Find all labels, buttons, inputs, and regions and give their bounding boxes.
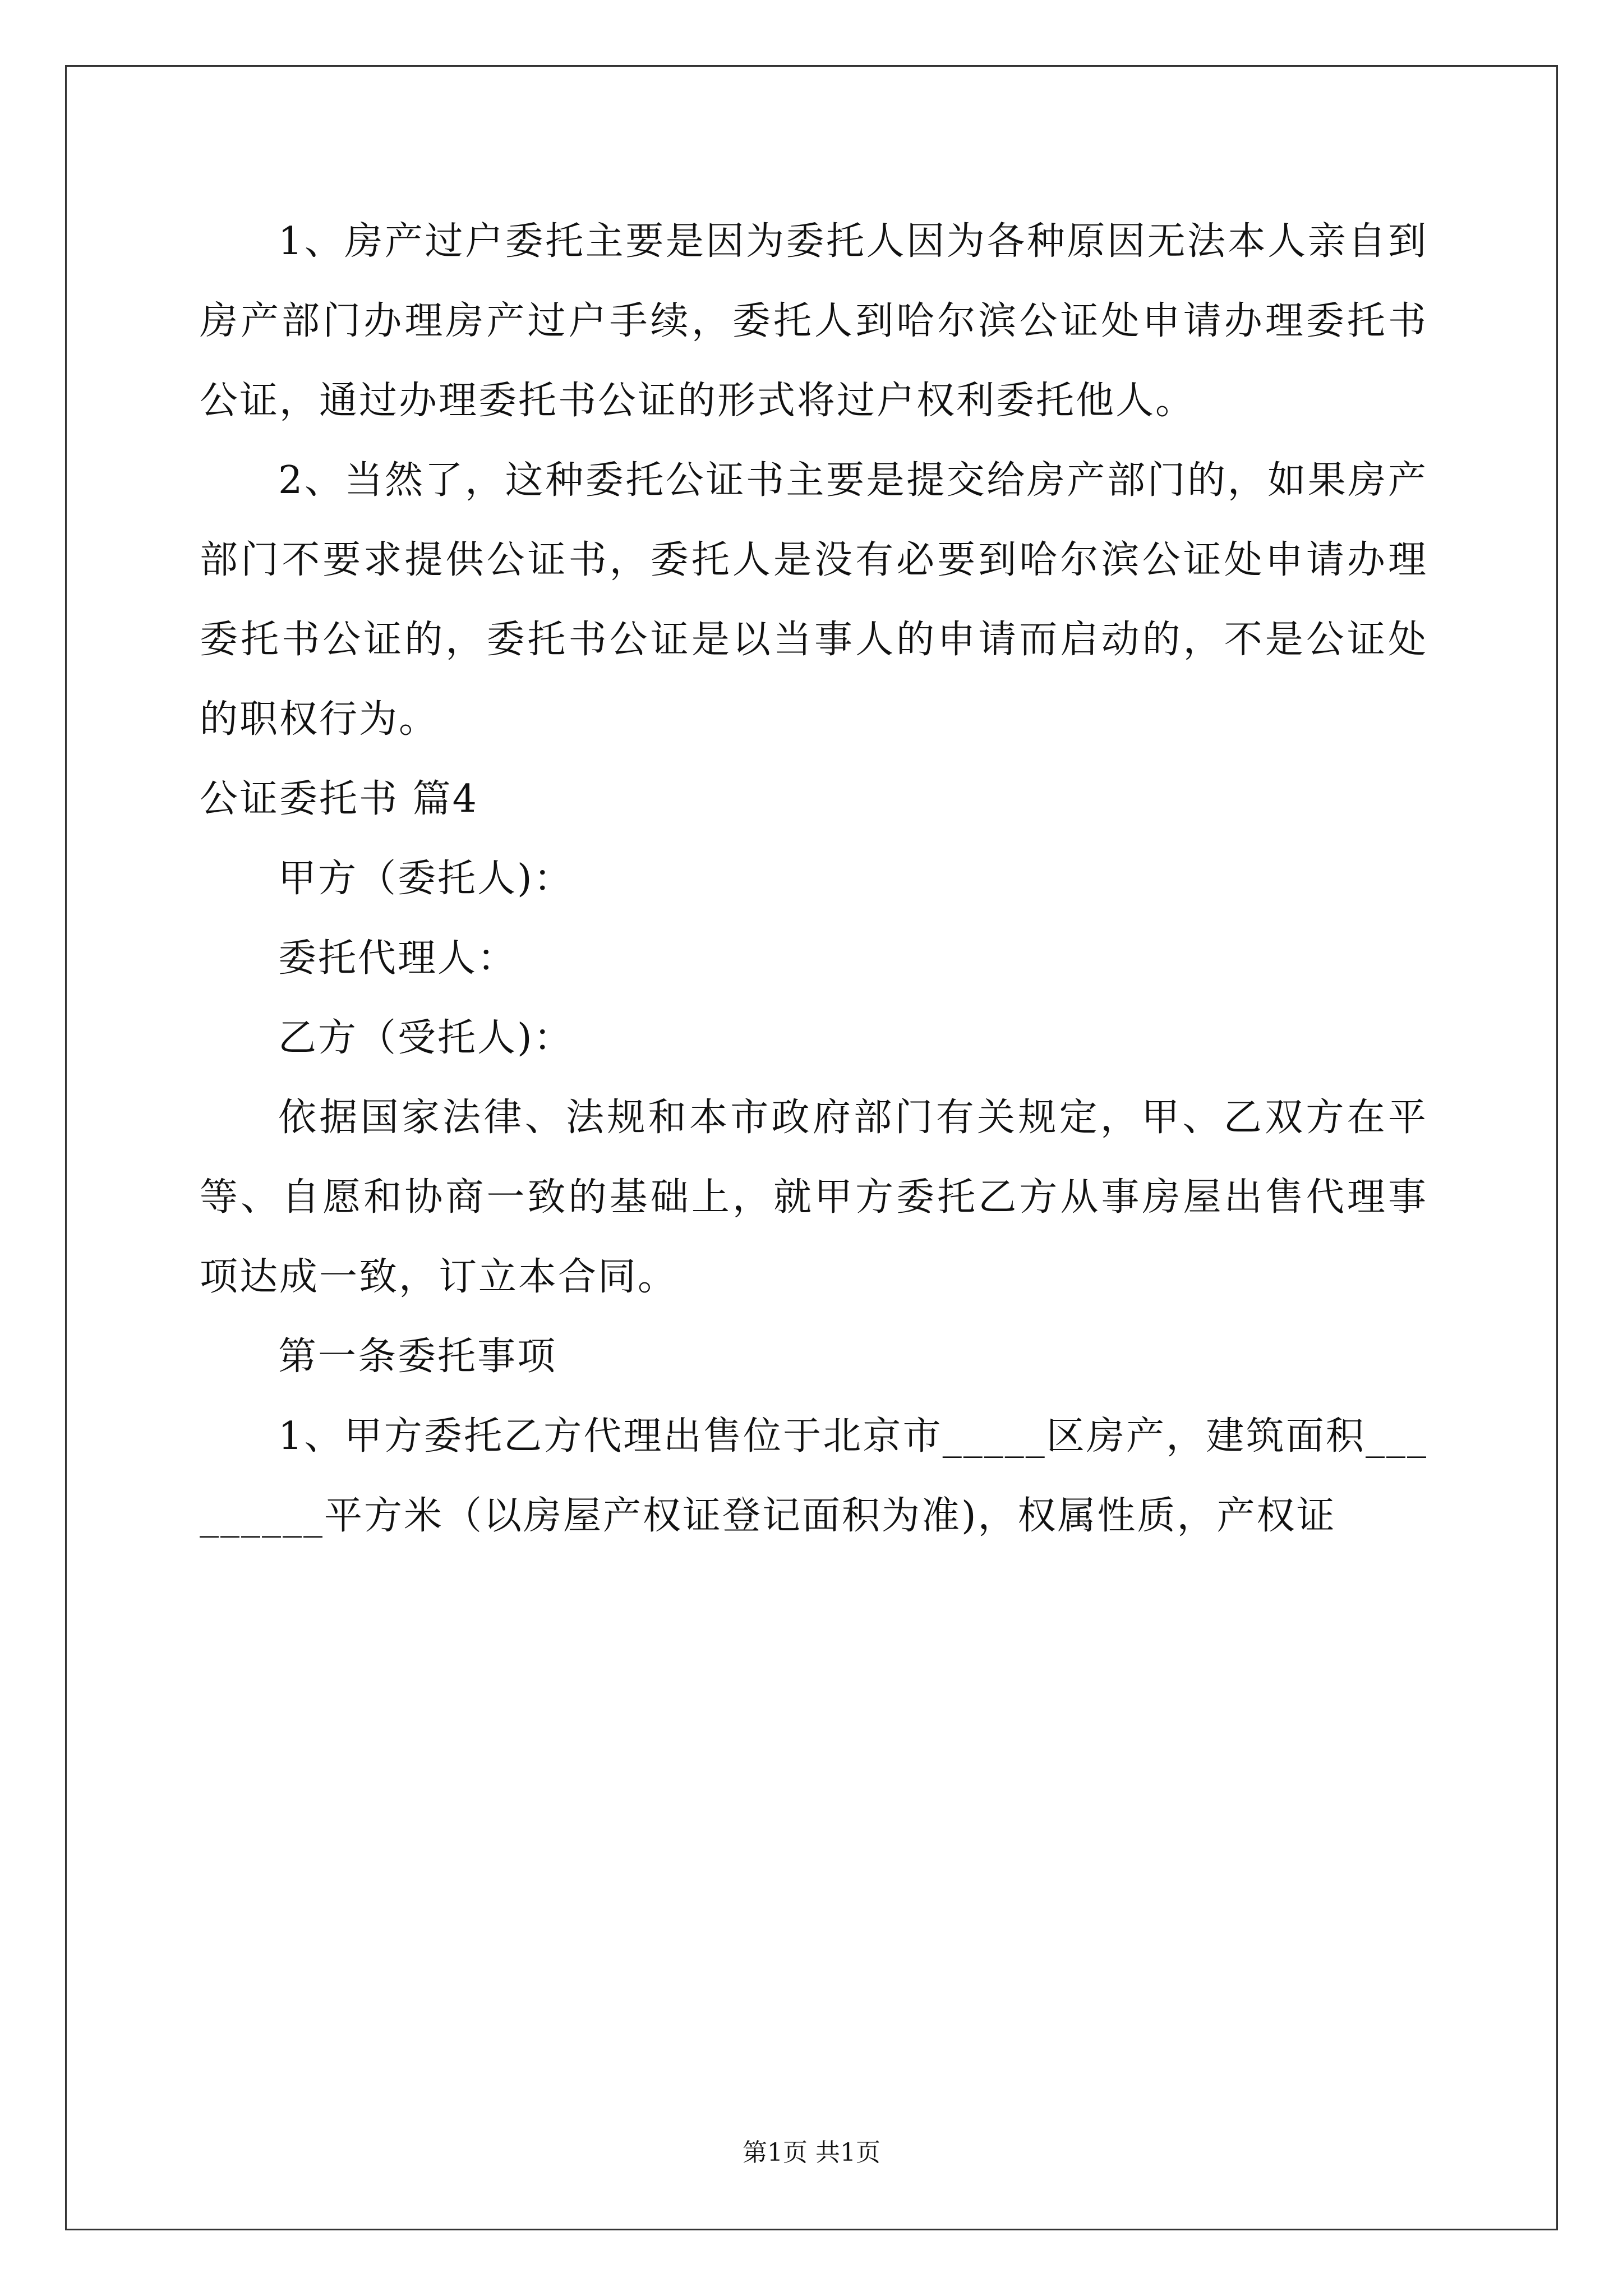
- party-a-line: 甲方（委托人)：: [278, 857, 574, 901]
- document-body: [200, 202, 1428, 1556]
- paragraph-transfer-reason: 1、房产过户委托主要是因为委托人因为各种原因无法本人亲自到房产部门办理房产过户手续，委托人到哈尔滨公证处申请办理委托书公证，通过办理委托书公证的形式将过户权利委托他人。: [200, 219, 1428, 423]
- page-footer: 第1页 共1页: [743, 2138, 880, 2167]
- party-b-line: 乙方（受托人)：: [278, 1016, 574, 1060]
- paragraph-notary-requirement: 2、当然了，这种委托公证书主要是提交给房产部门的，如果房产部门不要求提供公证书，委托人是没有必要到哈尔滨公证处申请办理委托书公证的，委托书公证是以当事人的申请而启动的，不是公证处的职权行为。: [200, 458, 1428, 742]
- article-one-item-1: 1、甲方委托乙方代理出售位于北京市_____区房产，建筑面积_________平方米（以房屋产权证登记面积为准)，权属性质，产权证: [200, 1414, 1428, 1538]
- paragraph-contract-basis: 依据国家法律、法规和本市政府部门有关规定，甲、乙双方在平等、自愿和协商一致的基础上，就甲方委托乙方从事房屋出售代理事项达成一致，订立本合同。: [200, 1096, 1428, 1299]
- section-heading: 公证委托书 篇4: [200, 777, 478, 821]
- article-one-heading: 第一条委托事项: [278, 1335, 557, 1379]
- agent-line: 委托代理人：: [278, 936, 518, 981]
